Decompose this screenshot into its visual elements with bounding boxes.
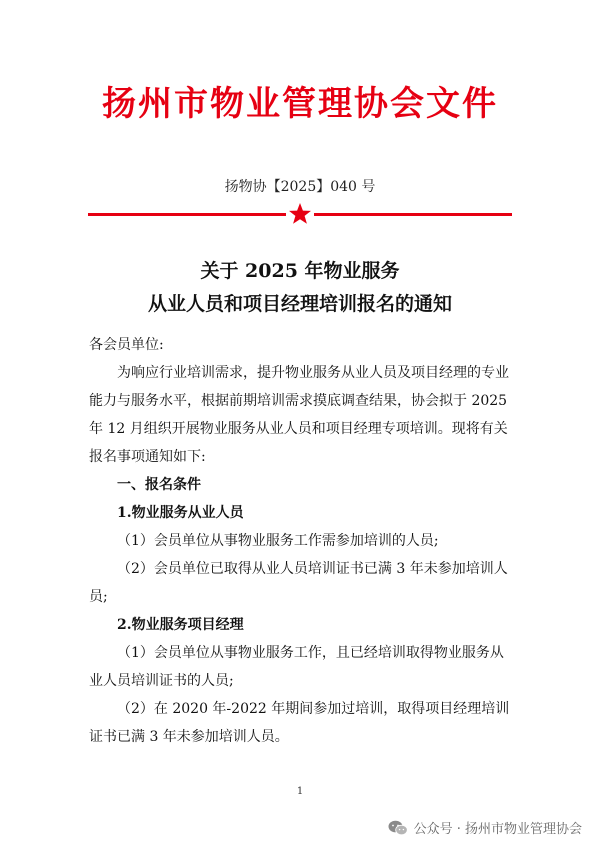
list-item: （1）会员单位从事物业服务工作，且已经培训取得物业服务从业人员培训证书的人员; — [89, 645, 504, 689]
watermark-text: 公众号 · 扬州市物业管理协会 — [413, 822, 582, 837]
intro-paragraph: 为响应行业培训需求，提升物业服务从业人员及项目经理的专业能力与服务水平，根据前期培训需求摸底调查结果，协会拟于 2025 年 12 月组织开展物业服务从业人员和项目经理专项培训。现将有关报名事项通知如下: — [89, 365, 509, 465]
list-item: （1）会员单位从事物业服务工作需参加培训的人员; — [117, 533, 439, 549]
divider-line-right — [314, 213, 512, 216]
document-number: 扬物协【2025】040 号 — [224, 179, 376, 195]
wechat-icon — [388, 820, 408, 836]
star-icon — [288, 202, 312, 226]
notice-body — [89, 331, 513, 751]
subheading-project-manager: 2.物业服务项目经理 — [117, 617, 244, 633]
list-item: （2）会员单位已取得从业人员培训证书已满 3 年未参加培训人员; — [89, 561, 508, 605]
salutation: 各会员单位: — [89, 337, 164, 353]
divider-line-left — [88, 213, 286, 216]
notice-title-line-2: 从业人员和项目经理培训报名的通知 — [147, 293, 452, 315]
red-divider — [88, 213, 512, 216]
page-number: 1 — [296, 786, 304, 797]
section-heading-registration: 一、报名条件 — [117, 477, 201, 493]
list-item: （2）在 2020 年-2022 年期间参加过培训，取得项目经理培训证书已满 3 年未参加培训人员。 — [89, 701, 510, 745]
notice-title-line-1: 关于 2025 年物业服务 — [200, 260, 400, 282]
subheading-service-staff: 1.物业服务从业人员 — [117, 505, 244, 521]
document-header-title: 扬州市物业管理协会文件 — [102, 84, 498, 124]
wechat-watermark — [388, 818, 582, 837]
